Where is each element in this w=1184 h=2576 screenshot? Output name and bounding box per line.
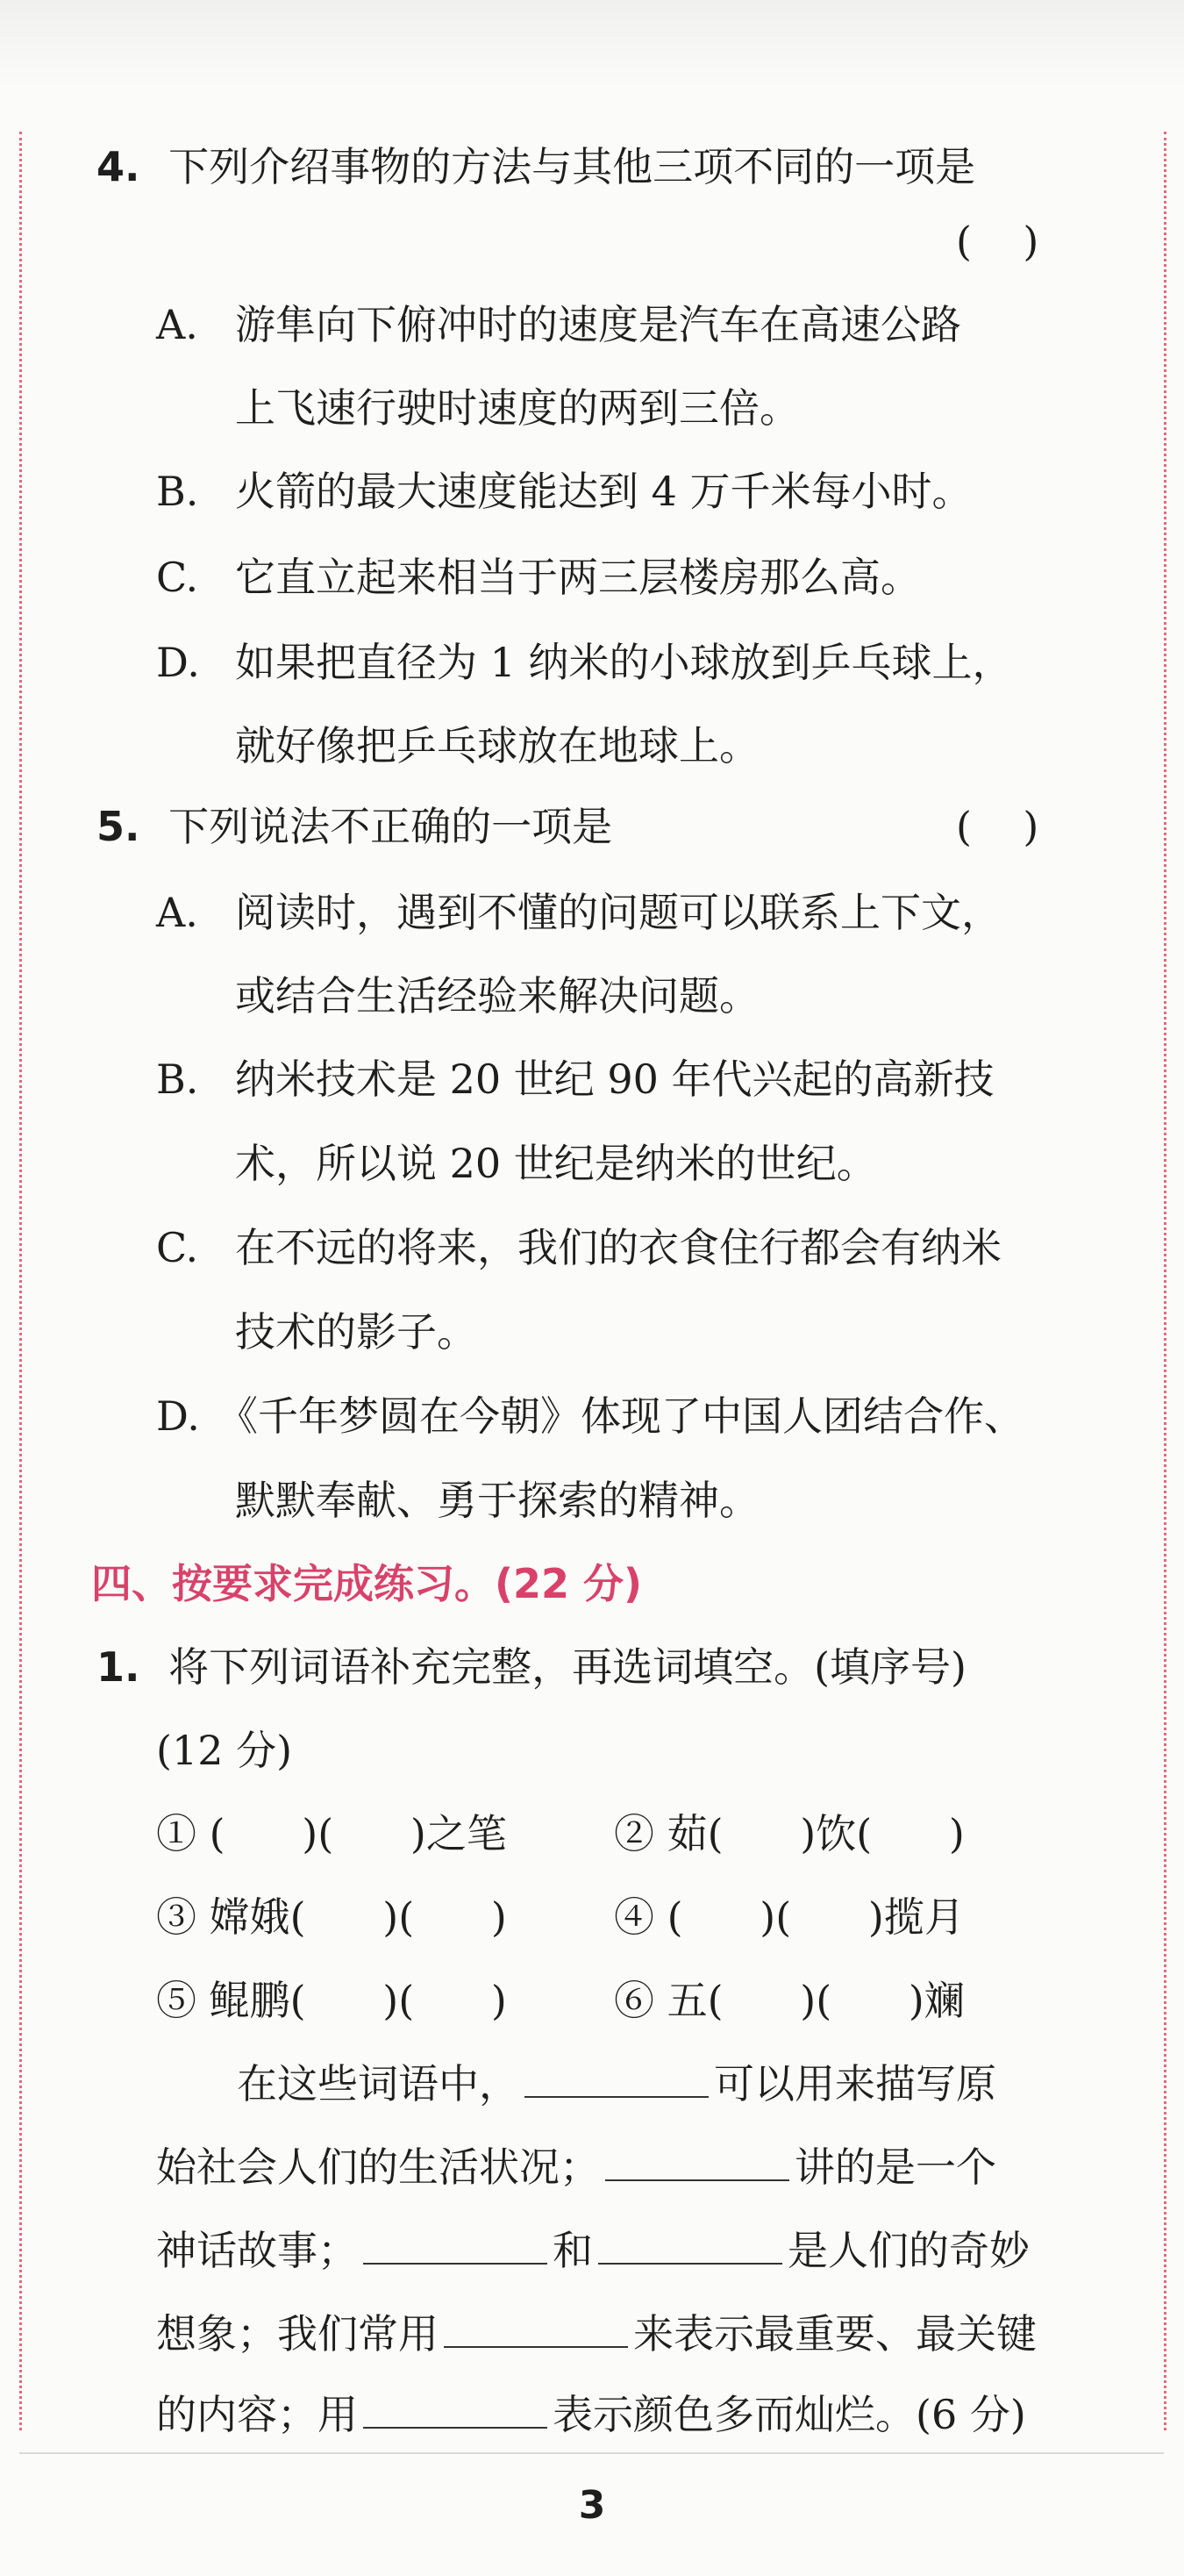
q5-number: 5. bbox=[96, 803, 140, 850]
fill-line-4: 想象；我们常用 来表示最重要、最关键 bbox=[156, 2308, 1037, 2360]
left-margin-rule bbox=[19, 132, 22, 2430]
q4-option-a: A. 游隼向下俯冲时的速度是汽车在高速公路 bbox=[156, 301, 961, 348]
fill-blank-1[interactable] bbox=[524, 2057, 709, 2098]
s4-q1-number: 1. bbox=[96, 1643, 140, 1691]
q4-option-a-cont: 上飞速行驶时速度的两到三倍。 bbox=[235, 384, 800, 432]
s4-q1-stem-text: 将下列词语补充完整，再选词填空。(填序号) bbox=[168, 1643, 967, 1691]
fill-line-3: 神话故事； 和 是人们的奇妙 bbox=[156, 2224, 1030, 2277]
q5-stem-text: 下列说法不正确的一项是 bbox=[168, 803, 613, 850]
page-number: 3 bbox=[578, 2483, 606, 2528]
idiom-item-6[interactable]: ⑥ 五( )( )斓 bbox=[614, 1977, 965, 2024]
q4-option-b: B. 火箭的最大速度能达到 4 万千米每小时。 bbox=[156, 468, 973, 515]
s4-q1-stem bbox=[96, 1641, 966, 1693]
q4-option-c: C. 它直立起来相当于两三层楼房那么高。 bbox=[156, 554, 921, 601]
q5-option-d: D. 《千年梦圆在今朝》体现了中国人团结合作、 bbox=[156, 1392, 1024, 1440]
fill-line-2: 始社会人们的生活状况； 讲的是一个 bbox=[156, 2141, 996, 2193]
fill-line-5: 的内容；用 表示颜色多而灿烂。(6 分) bbox=[156, 2388, 1026, 2441]
right-margin-rule bbox=[1164, 132, 1166, 2430]
q5-option-a-cont: 或结合生活经验来解决问题。 bbox=[235, 972, 760, 1020]
bottom-rule bbox=[19, 2452, 1164, 2454]
s4-q1-points: (12 分) bbox=[156, 1727, 293, 1774]
idiom-item-2[interactable]: ② 茹( )饮( ) bbox=[614, 1810, 965, 1857]
q4-stem bbox=[96, 140, 975, 193]
section-4-title: 四、按要求完成练习。(22 分) bbox=[91, 1560, 643, 1607]
fill-line-1: 在这些词语中， 可以用来描写原 bbox=[237, 2057, 996, 2110]
q4-number: 4. bbox=[96, 143, 140, 190]
fill-blank-4[interactable] bbox=[598, 2224, 782, 2265]
idiom-item-5[interactable]: ⑤ 鲲鹏( )( ) bbox=[156, 1977, 507, 2024]
idiom-item-1[interactable]: ① ( )( )之笔 bbox=[156, 1810, 507, 1857]
fill-blank-5[interactable] bbox=[444, 2308, 628, 2348]
q5-option-d-cont: 默默奉献、勇于探索的精神。 bbox=[235, 1477, 760, 1524]
fill-blank-6[interactable] bbox=[363, 2388, 547, 2429]
idiom-item-3[interactable]: ③ 嫦娥( )( ) bbox=[156, 1893, 507, 1941]
fill-blank-3[interactable] bbox=[363, 2224, 547, 2265]
top-bleed bbox=[0, 0, 1184, 88]
q5-option-b: B. 纳米技术是 20 世纪 90 年代兴起的高新技 bbox=[156, 1055, 995, 1103]
q4-option-d: D. 如果把直径为 1 纳米的小球放到乒乓球上， bbox=[156, 639, 1013, 686]
q4-stem-text: 下列介绍事物的方法与其他三项不同的一项是 bbox=[168, 143, 976, 190]
q5-option-c: C. 在不远的将来，我们的衣食住行都会有纳米 bbox=[156, 1224, 1002, 1271]
q5-option-a: A. 阅读时，遇到不懂的问题可以联系上下文， bbox=[156, 889, 1002, 936]
q5-option-b-cont: 术，所以说 20 世纪是纳米的世纪。 bbox=[235, 1140, 877, 1187]
fill-blank-2[interactable] bbox=[605, 2141, 789, 2181]
idiom-item-4[interactable]: ④ ( )( )揽月 bbox=[614, 1893, 965, 1941]
q5-stem bbox=[96, 800, 612, 853]
q5-option-c-cont: 技术的影子。 bbox=[235, 1308, 477, 1356]
q4-option-d-cont: 就好像把乒乓球放在地球上。 bbox=[235, 722, 760, 769]
q4-answer-paren[interactable]: ( ) bbox=[956, 218, 1039, 265]
q5-answer-paren[interactable]: ( ) bbox=[956, 803, 1039, 850]
